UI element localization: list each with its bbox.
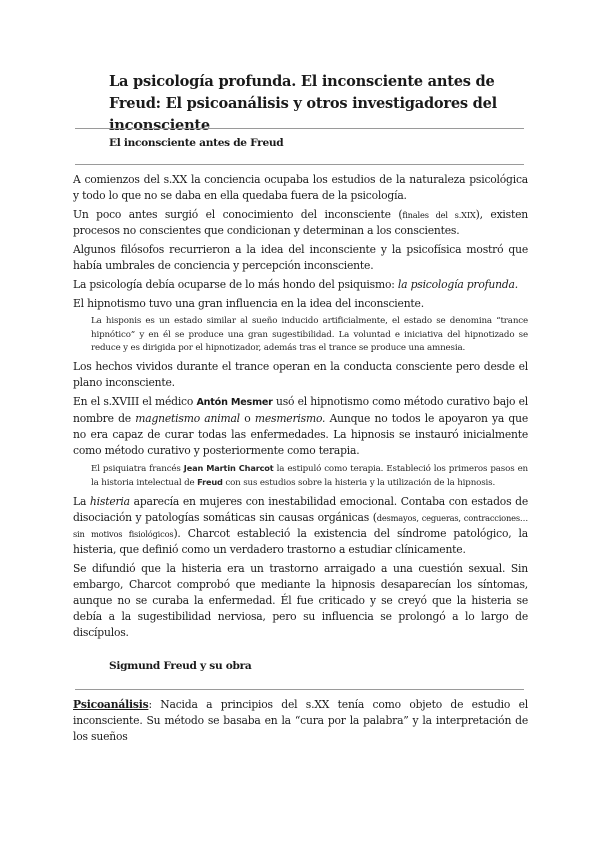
section-body-freud	[73, 697, 528, 748]
quote-block: El psiquiatra francés Jean Martin Charcot la estipuló como terapia. Estableció los primeros pasos en la historia intelectual de Freud con sus estudios sobre la histeria y la utilización de la hipnosis.	[91, 462, 528, 489]
person-name: Jean Martin Charcot	[183, 462, 274, 473]
paragraph: A comienzos del s.XX la conciencia ocupaba los estudios de la naturaleza psicológica y todo lo que no se daba en ella quedaba fuera de la psicología.	[73, 173, 528, 202]
paragraph: Los hechos vividos durante el trance operan en la conducta consciente pero desde el plano inconsciente.	[73, 359, 528, 389]
paragraph: La histeria aparecía en mujeres con inestabilidad emocional. Contaba con estados de disociación y patologías somáticas sin causas orgánicas (desmayos, cegueras, contracciones… sin motivos fisiológicos). Charcot estableció la existencia del síndrome patológico, la histeria, que definió como un verdadero trastorno a estudiar clínicamente.	[73, 494, 528, 556]
divider	[75, 164, 524, 165]
paragraph: La psicología debía ocuparse de lo más hondo del psiquismo: la psicología profunda.	[73, 278, 518, 291]
section-body-inconsciente	[73, 172, 528, 644]
divider	[75, 128, 524, 129]
divider	[75, 689, 524, 690]
quote-block: La hisponis es un estado similar al sueño inducido artificialmente, el estado se denomina “trance hipnótico” y en él se produce una gran sugestibilidad. La voluntad e iniciativa del hipnotizado se reduce y es dirigida por el hipnotizador, además tras el trance se produce una amnesia.	[91, 316, 528, 354]
section-heading-inconsciente: El inconsciente antes de Freud	[109, 137, 284, 149]
paragraph: Algunos filósofos recurrieron a la idea del inconsciente y la psicofísica mostró que había umbrales de conciencia y percepción inconsciente.	[73, 243, 528, 272]
paragraph: El hipnotismo tuvo una gran influencia en la idea del inconsciente.	[73, 297, 424, 310]
page-title: La psicología profunda. El inconsciente antes de Freud: El psicoanálisis y otros investigadores del inconsciente	[109, 73, 497, 134]
paragraph: Un poco antes surgió el conocimiento del inconsciente (finales del s.XIX), existen procesos no conscientes que condicionan y determinan a los conscientes.	[73, 208, 528, 237]
section-heading-freud: Sigmund Freud y su obra	[109, 660, 252, 672]
paragraph: Se difundió que la histeria era un trastorno arraigado a una cuestión sexual. Sin embargo, Charcot comprobó que mediante la hipnosis desaparecían los síntomas, aunque no se curaba la enfermedad. Él fue criticado y se creyó que la histeria se debía a la sugestibilidad nerviosa, pero su influencia se prolongó a lo largo de discípulos.	[73, 561, 528, 639]
person-name: Antón Mesmer	[196, 396, 273, 408]
paragraph: Psicoanálisis: Nacida a principios del s.XX tenía como objeto de estudio el inconsciente. Su método se basaba en la “cura por la palabra” y la interpretación de los sueños	[73, 698, 528, 743]
paragraph: En el s.XVIII el médico Antón Mesmer usó el hipnotismo como método curativo bajo el nombre de magnetismo animal o mesmerismo. Aunque no todos le apoyaron ya que no era capaz de curar todas las enfermedades. La hipnosis se instauró inicialmente como método curativo y posteriormente como terapia.	[73, 394, 528, 457]
term: Psicoanálisis	[73, 698, 149, 711]
person-name: Freud	[197, 477, 223, 488]
